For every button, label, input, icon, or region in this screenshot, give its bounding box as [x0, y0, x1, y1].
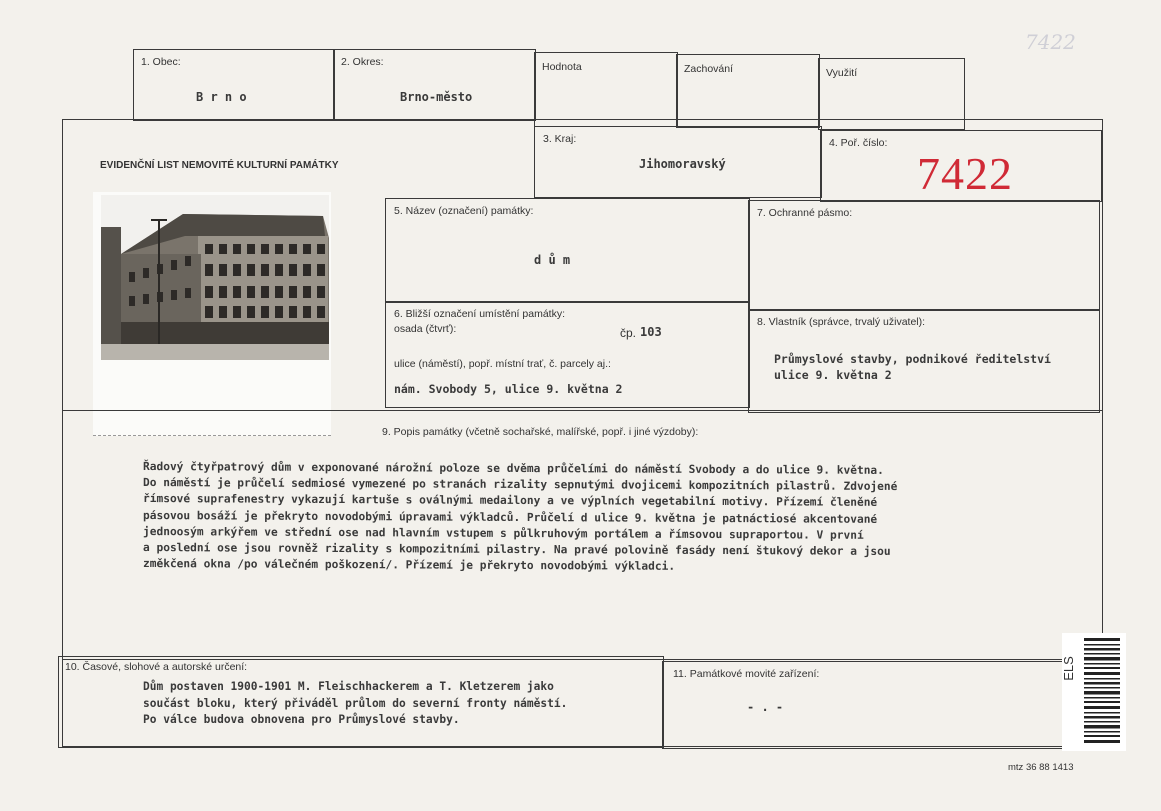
barcode-text: ELS	[1060, 656, 1076, 681]
por-cislo-cell	[820, 130, 1102, 202]
obec-cell	[133, 49, 335, 121]
obec-label: 1. Obec:	[141, 56, 181, 68]
footer-code: mtz 36 88 1413	[1008, 762, 1074, 773]
umisteni-label: 6. Bližší označení umístění památky:	[394, 308, 565, 320]
popis-text	[143, 459, 897, 576]
popis-line: jednoosým arkýřem ve střední ose nad hlavním vstupem s půlkruhovým portálem a římsovou supraportou. V první	[143, 524, 864, 542]
casove-line: Dům postaven 1900-1901 M. Fleischhackerem a T. Kletzerem jako	[143, 680, 554, 693]
popis-line: Do náměstí je průčelí sedmiosé vymezené po stranách rizality sepnutými dvojicemi kompozitních pilastrů. Zdvojené	[143, 476, 898, 494]
vyuziti-label: Využití	[826, 67, 858, 79]
casove-label: 10. Časové, slohové a autorské určení:	[65, 661, 248, 673]
nazev-cell	[385, 198, 750, 303]
building-photo	[93, 192, 331, 436]
cp-value: 103	[640, 325, 662, 339]
casove-line: součást bloku, který přiváděl průlom do severní fronty náměstí.	[143, 696, 568, 710]
building-photo-image	[93, 192, 331, 435]
okres-value: Brno-město	[400, 90, 473, 104]
movite-value: - . -	[747, 700, 784, 714]
popis-line: a poslední ose jsou rovněž rizality s kompozitními pilastry. Na pravé polovině fasády není štukový dekor a jsou	[143, 541, 891, 558]
nazev-label: 5. Název (označení) památky:	[394, 205, 534, 217]
kraj-value: Jihomoravský	[639, 157, 726, 171]
nazev-value: d ů m	[534, 253, 571, 267]
popis-line: změkčená okna /po válečném poškození/. Přízemí je překryto novodobými výkladci.	[143, 557, 676, 574]
por-cislo-label: 4. Poř. číslo:	[829, 137, 888, 149]
kraj-label: 3. Kraj:	[543, 133, 577, 145]
vlastnik-line1: Průmyslové stavby, podnikové ředitelství	[774, 352, 1051, 366]
zachovani-label: Zachování	[684, 63, 734, 75]
popis-line: pásovou bosáží je překryto novodobými úpravami výkladců. Průčelí d ulice 9. května je patnáctiosé akcentované	[143, 508, 878, 526]
osada-label: osada (čtvrť):	[394, 323, 457, 335]
umisteni-cell	[385, 301, 750, 408]
ochranne-pasmo-label: 7. Ochranné pásmo:	[757, 207, 853, 219]
handwritten-number: 7422	[1025, 30, 1076, 54]
kraj-cell	[534, 126, 822, 198]
cp-label: čp.	[620, 326, 637, 340]
ulice-label: ulice (náměstí), popř. místní trať, č. parcely aj.:	[394, 358, 611, 370]
obec-value: B r n o	[196, 90, 247, 104]
vlastnik-line2: ulice 9. května 2	[774, 368, 892, 382]
popis-line: římsové suprafenestry vykazují kartuše s oválnými medailony a ve výplních vegetabilní motivy. Přízemí členěné	[143, 492, 878, 510]
hodnota-label: Hodnota	[542, 61, 582, 73]
ulice-value: nám. Svobody 5, ulice 9. května 2	[394, 382, 623, 396]
movite-cell	[662, 661, 1100, 749]
zachovani-cell	[676, 54, 820, 128]
form-title: EVIDENČNÍ LIST NEMOVITÉ KULTURNÍ PAMÁTKY	[100, 160, 339, 171]
vlastnik-cell	[748, 309, 1100, 413]
casove-text	[143, 679, 567, 729]
casove-line: Po válce budova obnovena pro Průmyslové stavby.	[143, 713, 460, 726]
okres-cell	[333, 49, 536, 121]
barcode-label	[1062, 633, 1126, 751]
okres-label: 2. Okres:	[341, 56, 384, 68]
popis-label: 9. Popis památky (včetně sochařské, malířské, popř. i jiné výzdoby):	[382, 426, 699, 438]
casove-cell	[58, 656, 664, 748]
popis-line: Řadový čtyřpatrový dům v exponované nárožní poloze se dvěma průčelími do náměstí Svobody a do ulice 9. května.	[143, 460, 884, 477]
ochranne-pasmo-cell	[748, 200, 1100, 311]
movite-label: 11. Památkové movité zařízení:	[673, 668, 820, 680]
por-cislo-value: 7422	[917, 148, 1013, 199]
hodnota-cell	[534, 52, 678, 127]
vlastnik-label: 8. Vlastník (správce, trvalý uživatel):	[757, 316, 926, 328]
barcode-icon	[1084, 636, 1124, 748]
